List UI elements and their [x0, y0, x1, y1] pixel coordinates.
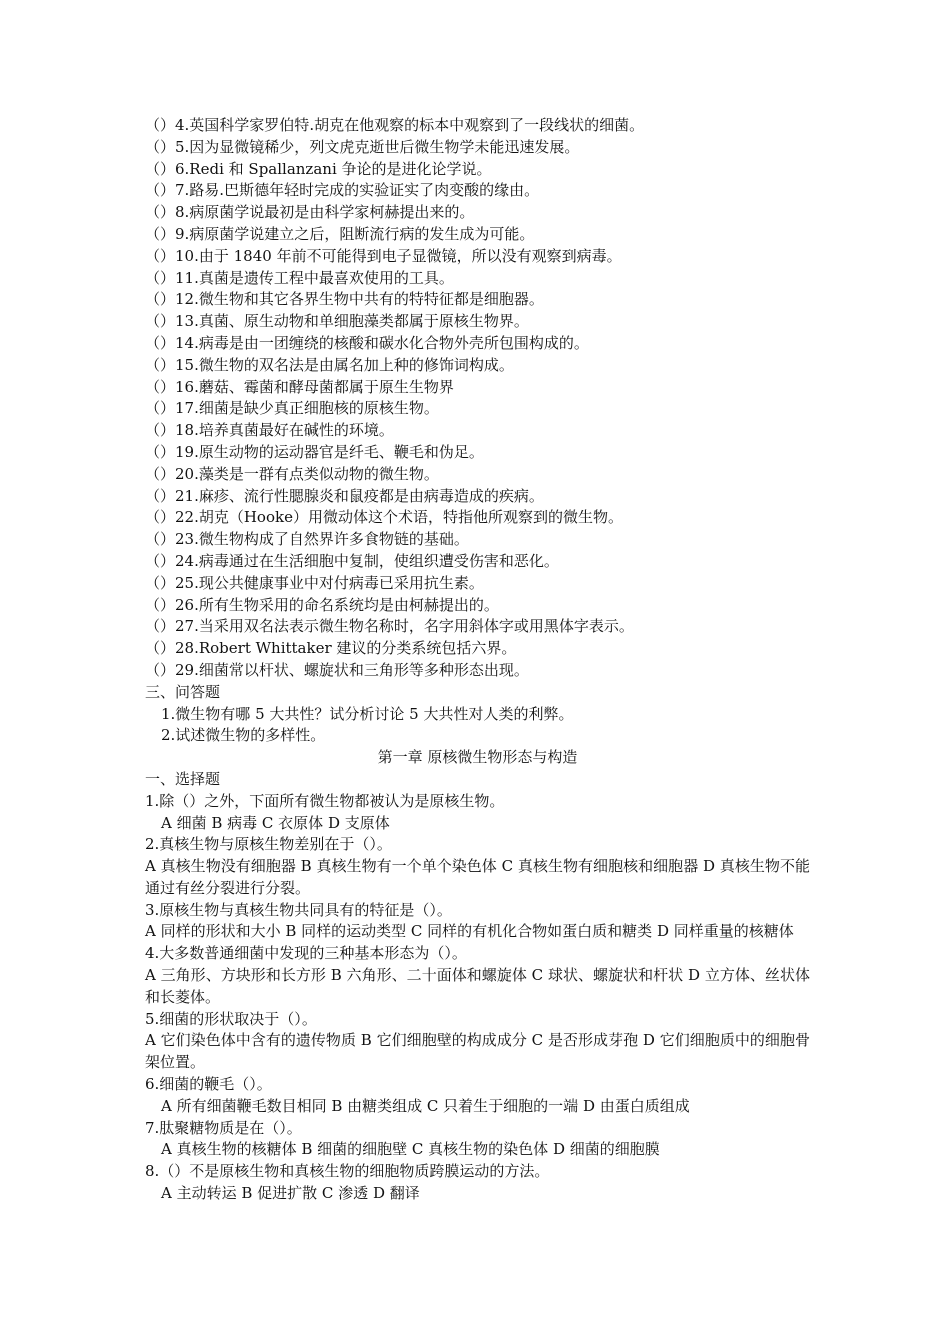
- tf-item-26: （）26.所有生物采用的命名系统均是由柯赫提出的。: [145, 595, 499, 614]
- tf-item-19: （）19.原生动物的运动器官是纤毛、鞭毛和伪足。: [145, 442, 484, 461]
- mc-question-6: 6.细菌的鞭毛（）。: [145, 1075, 272, 1094]
- tf-item-21: （）21.麻疹、流行性腮腺炎和鼠疫都是由病毒造成的疾病。: [145, 486, 544, 505]
- tf-item-17: （）17.细菌是缺少真正细胞核的原核生物。: [145, 399, 439, 418]
- mc-options-7: A 真核生物的核糖体 B 细菌的细胞壁 C 真核生物的染色体 D 细菌的细胞膜: [161, 1140, 660, 1159]
- mc-question-4: 4.大多数普通细菌中发现的三种基本形态为（）。: [145, 944, 467, 963]
- mc-options-1: A 细菌 B 病毒 C 衣原体 D 支原体: [161, 813, 390, 832]
- tf-item-24: （）24.病毒通过在生活细胞中复制，使组织遭受伤害和恶化。: [145, 551, 559, 570]
- qa-question-1: 1.微生物有哪 5 大共性？试分析讨论 5 大共性对人类的利弊。: [161, 704, 574, 723]
- tf-item-10: （）10.由于 1840 年前不可能得到电子显微镜，所以没有观察到病毒。: [145, 246, 622, 265]
- tf-item-8: （）8.病原菌学说最初是由科学家柯赫提出来的。: [145, 203, 475, 222]
- tf-item-28: （）28.Robert Whittaker 建议的分类系统包括六界。: [145, 639, 517, 658]
- tf-item-20: （）20.藻类是一群有点类似动物的微生物。: [145, 464, 439, 483]
- document-content: [145, 115, 810, 1205]
- tf-item-5: （）5.因为显微镜稀少，列文虎克逝世后微生物学未能迅速发展。: [145, 137, 580, 156]
- tf-item-27: （）27.当采用双名法表示微生物名称时，名字用斜体字或用黑体字表示。: [145, 617, 634, 636]
- mc-options-2: A 真核生物没有细胞器 B 真核生物有一个单个染色体 C 真核生物有细胞核和细胞器 D 真核生物不能通过有丝分裂进行分裂。: [145, 857, 810, 897]
- tf-item-13: （）13.真菌、原生动物和单细胞藻类都属于原核生物界。: [145, 312, 529, 331]
- mc-question-2: 2.真核生物与原核生物差别在于（）。: [145, 835, 392, 854]
- tf-item-6: （）6.Redi 和 Spallanzani 争论的是进化论学说。: [145, 159, 492, 178]
- chapter-title: 第一章 原核微生物形态与构造: [377, 748, 578, 767]
- mc-options-8: A 主动转运 B 促进扩散 C 渗透 D 翻译: [161, 1184, 420, 1203]
- mc-question-3: 3.原核生物与真核生物共同具有的特征是（）。: [145, 900, 452, 919]
- qa-heading: 三、问答题: [145, 682, 221, 701]
- tf-item-22: （）22.胡克（Hooke）用微动体这个术语，特指他所观察到的微生物。: [145, 508, 623, 527]
- mc-question-8: 8.（）不是原核生物和真核生物的细胞物质跨膜运动的方法。: [145, 1162, 550, 1181]
- mc-question-1: 1.除（）之外，下面所有微生物都被认为是原核生物。: [145, 791, 505, 810]
- tf-item-7: （）7.路易.巴斯德年轻时完成的实验证实了肉变酸的缘由。: [145, 181, 540, 200]
- true-false-list: [145, 115, 810, 682]
- tf-item-12: （）12.微生物和其它各界生物中共有的特特征都是细胞器。: [145, 290, 544, 309]
- mc-question-7: 7.肽聚糖物质是在（）。: [145, 1118, 302, 1137]
- tf-item-15: （）15.微生物的双名法是由属名加上种的修饰词构成。: [145, 355, 514, 374]
- tf-item-18: （）18.培养真菌最好在碱性的环境。: [145, 421, 394, 440]
- mc-options-4: A 三角形、方块形和长方形 B 六角形、二十面体和螺旋体 C 球状、螺旋状和杆状 D 立方体、丝状体和长菱体。: [145, 966, 810, 1006]
- section-heading: 一、选择题: [145, 769, 221, 788]
- mc-options-6: A 所有细菌鞭毛数目相同 B 由糖类组成 C 只着生于细胞的一端 D 由蛋白质组成: [161, 1096, 690, 1115]
- tf-item-16: （）16.蘑菇、霉菌和酵母菌都属于原生生物界: [145, 377, 454, 396]
- mc-options-3: A 同样的形状和大小 B 同样的运动类型 C 同样的有机化合物如蛋白质和糖类 D 同样重量的核糖体: [145, 922, 794, 941]
- tf-item-23: （）23.微生物构成了自然界许多食物链的基础。: [145, 530, 469, 549]
- tf-item-9: （）9.病原菌学说建立之后，阻断流行病的发生成为可能。: [145, 224, 535, 243]
- tf-item-14: （）14.病毒是由一团缠绕的核酸和碳水化合物外壳所包围构成的。: [145, 333, 589, 352]
- mc-options-5: A 它们染色体中含有的遗传物质 B 它们细胞壁的构成成分 C 是否形成芽孢 D 它们细胞质中的细胞骨架位置。: [145, 1031, 810, 1072]
- tf-item-29: （）29.细菌常以杆状、螺旋状和三角形等多种形态出现。: [145, 660, 529, 679]
- mc-question-5: 5.细菌的形状取决于（）。: [145, 1009, 317, 1028]
- tf-item-25: （）25.现公共健康事业中对付病毒已采用抗生素。: [145, 573, 484, 592]
- tf-item-11: （）11.真菌是遗传工程中最喜欢使用的工具。: [145, 268, 454, 287]
- tf-item-4: （）4.英国科学家罗伯特.胡克在他观察的标本中观察到了一段线状的细菌。: [145, 116, 645, 134]
- qa-question-2: 2.试述微生物的多样性。: [161, 726, 326, 745]
